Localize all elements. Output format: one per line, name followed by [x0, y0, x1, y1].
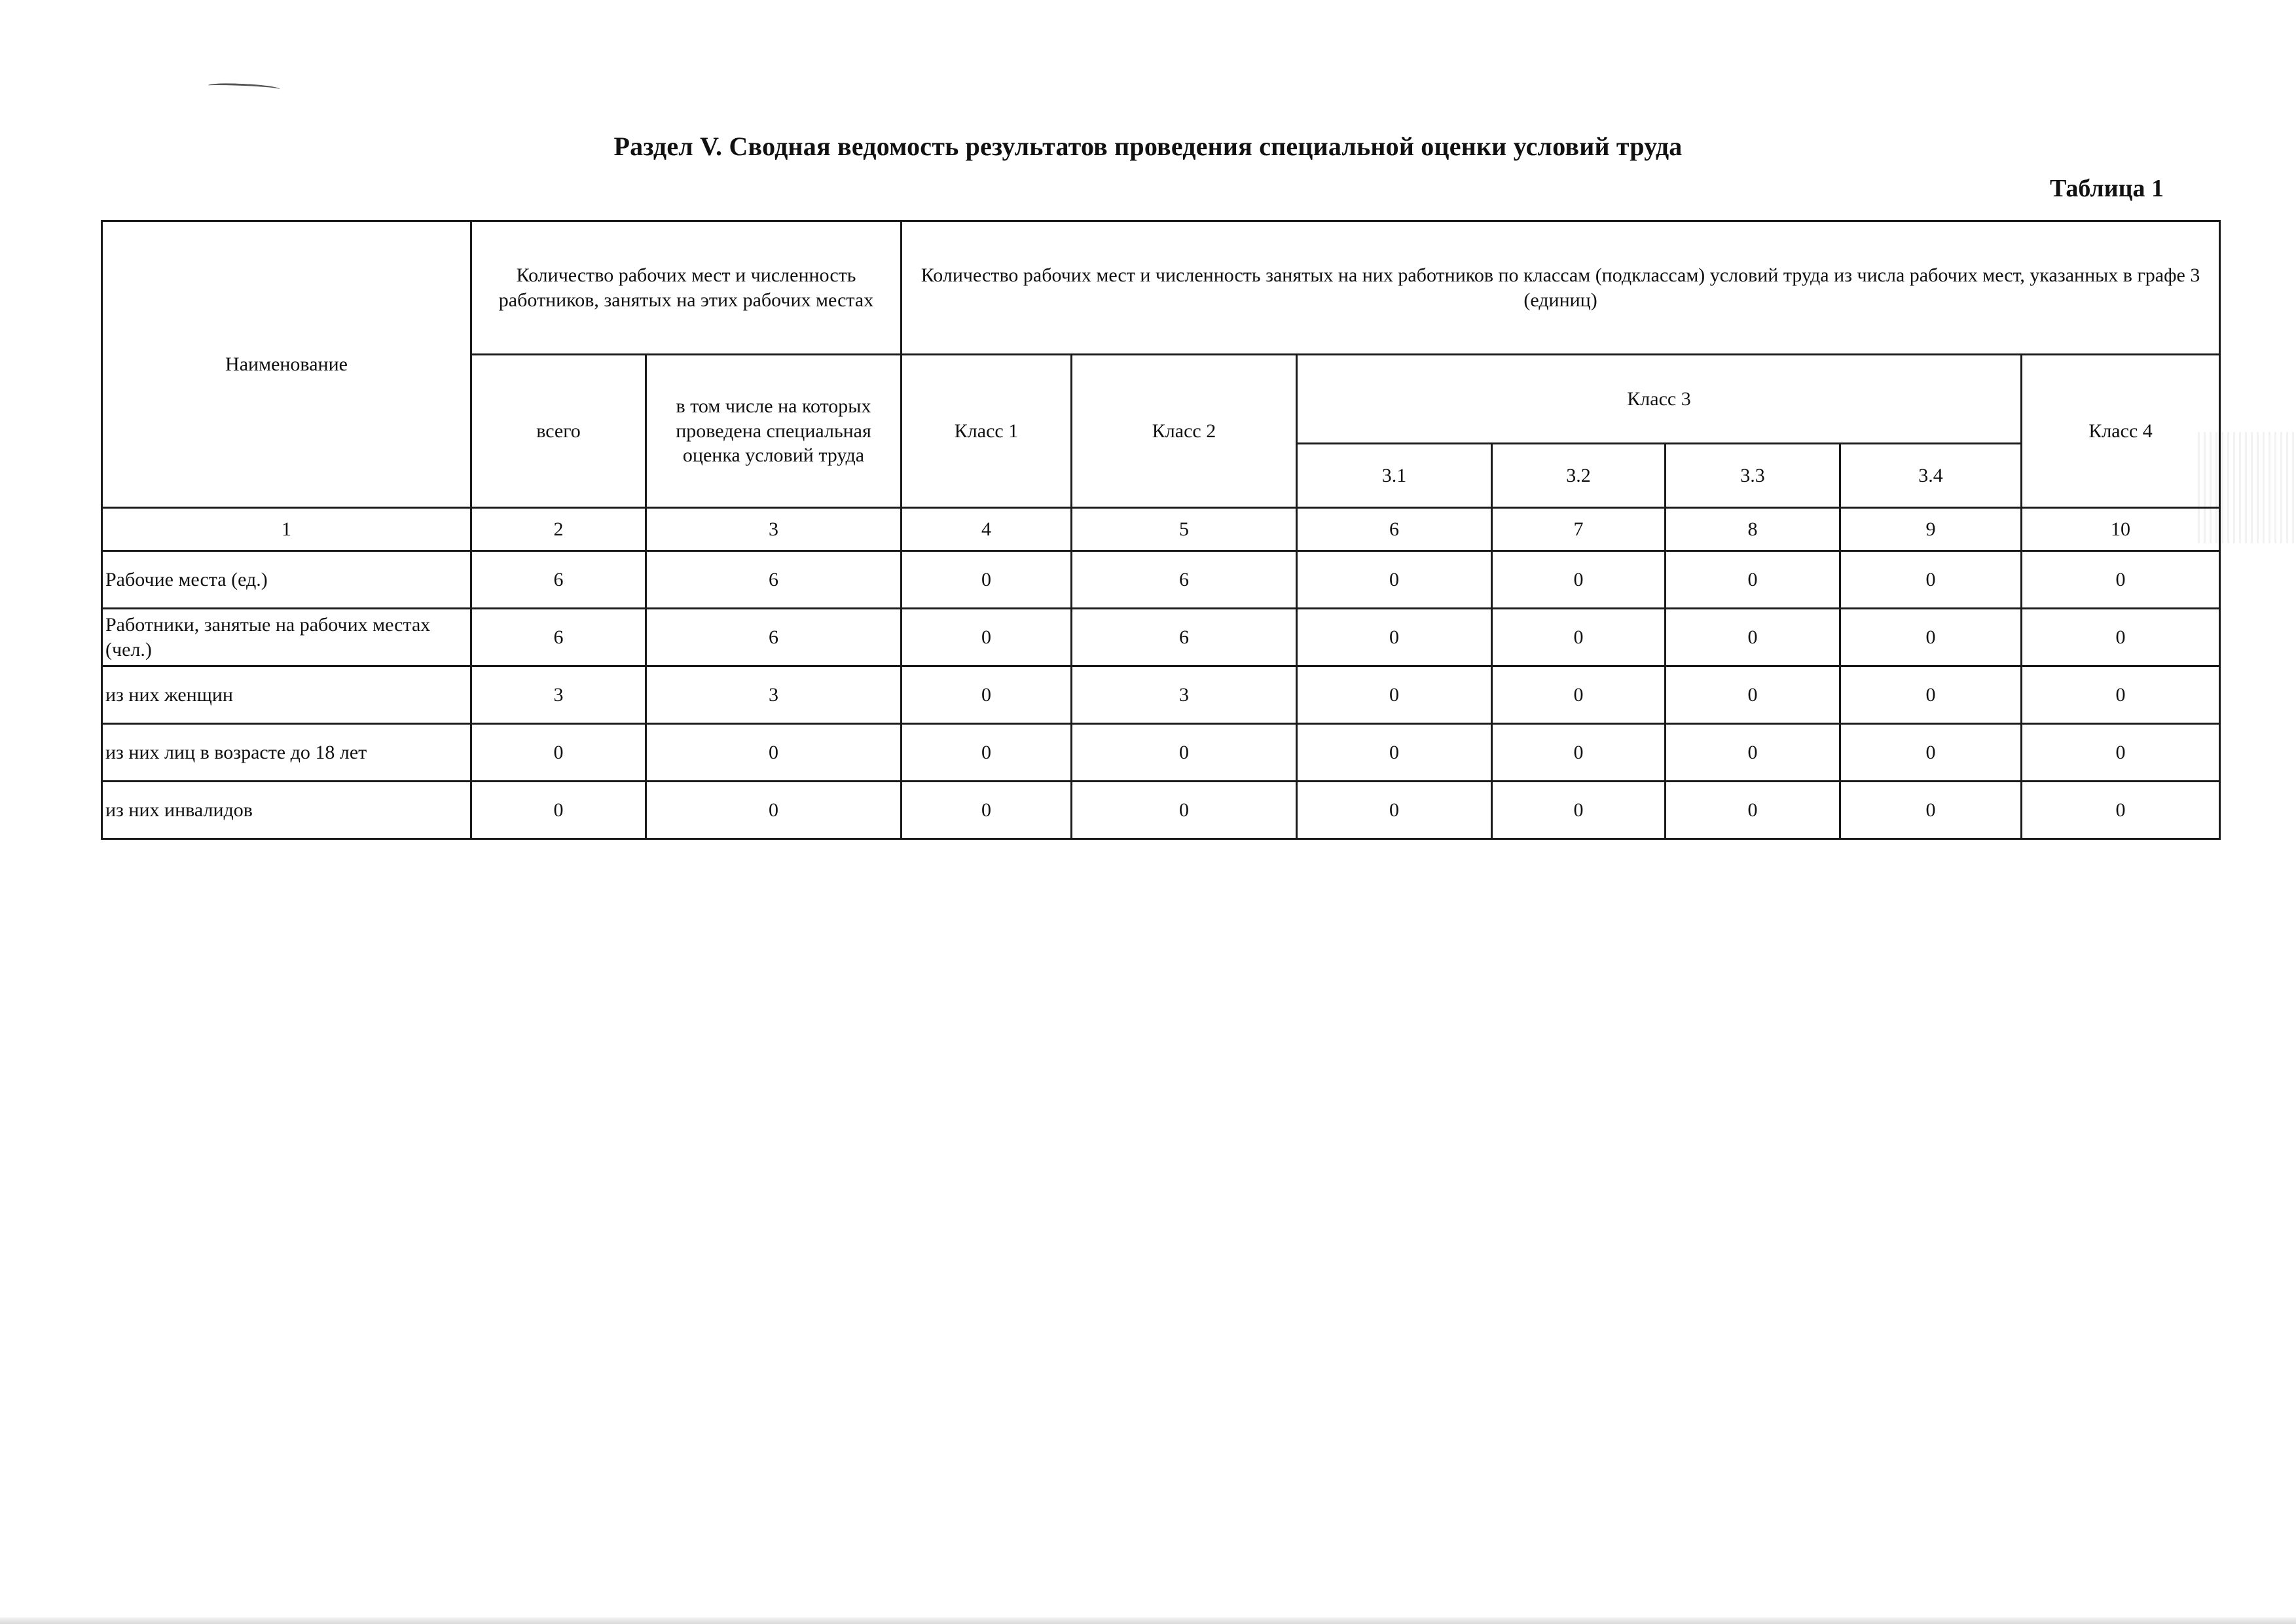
cell-value: 6	[471, 609, 646, 666]
column-number: 5	[1072, 508, 1297, 551]
cell-value: 0	[1666, 609, 1840, 666]
cell-value: 6	[646, 551, 902, 609]
class2-header: Класс 2	[1072, 355, 1297, 508]
cell-value: 3	[646, 666, 902, 724]
table-row	[102, 724, 2220, 782]
cell-value: 0	[1666, 551, 1840, 609]
column-number: 9	[1840, 508, 2022, 551]
cell-value: 0	[1840, 782, 2022, 839]
header-row-1	[102, 221, 2220, 355]
table-row	[102, 609, 2220, 666]
column-number: 7	[1492, 508, 1666, 551]
cell-value: 0	[1072, 724, 1297, 782]
column-number: 10	[2022, 508, 2220, 551]
table-row	[102, 782, 2220, 839]
cell-value: 0	[1840, 666, 2022, 724]
page-title: Раздел V. Сводная ведомость результатов проведения специальной оценки условий труда	[613, 132, 1683, 161]
cell-value: 0	[1666, 724, 1840, 782]
cell-value: 0	[1297, 551, 1492, 609]
cell-value: 0	[902, 666, 1072, 724]
cell-value: 6	[1072, 609, 1297, 666]
assessed-header: в том числе на которых проведена специальная оценка условий труда	[646, 355, 902, 508]
summary-table	[101, 220, 2221, 840]
cell-value: 0	[1840, 724, 2022, 782]
cell-value: 0	[2022, 782, 2220, 839]
subclass-3-2-header: 3.2	[1492, 444, 1666, 508]
table-row	[102, 666, 2220, 724]
cell-value: 0	[1492, 724, 1666, 782]
cell-value: 0	[1297, 666, 1492, 724]
cell-value: 0	[1840, 551, 2022, 609]
cell-value: 0	[471, 782, 646, 839]
row-name: из них инвалидов	[102, 782, 471, 839]
column-number: 6	[1297, 508, 1492, 551]
column-numbers-row	[102, 508, 2220, 551]
column-number: 1	[102, 508, 471, 551]
scan-mark	[208, 82, 280, 92]
row-name: Работники, занятые на рабочих местах (чел.)	[102, 609, 471, 666]
cell-value: 0	[1072, 782, 1297, 839]
cell-value: 0	[1666, 666, 1840, 724]
workplaces-group-header: Количество рабочих мест и численность работников, занятых на этих рабочих местах	[471, 221, 902, 355]
row-name: из них лиц в возрасте до 18 лет	[102, 724, 471, 782]
cell-value: 0	[2022, 724, 2220, 782]
class4-header: Класс 4	[2022, 355, 2220, 508]
cell-value: 0	[902, 609, 1072, 666]
scan-edge-shadow	[2198, 432, 2296, 543]
cell-value: 0	[1297, 609, 1492, 666]
classes-group-header: Количество рабочих мест и численность занятых на них работников по классам (подклассам) условий труда из числа рабочих мест, указанных в графе 3 (единиц)	[902, 221, 2220, 355]
row-name: из них женщин	[102, 666, 471, 724]
cell-value: 3	[471, 666, 646, 724]
column-number: 8	[1666, 508, 1840, 551]
row-name: Рабочие места (ед.)	[102, 551, 471, 609]
cell-value: 6	[471, 551, 646, 609]
subclass-3-3-header: 3.3	[1666, 444, 1840, 508]
total-header: всего	[471, 355, 646, 508]
cell-value: 0	[471, 724, 646, 782]
class1-header: Класс 1	[902, 355, 1072, 508]
cell-value: 0	[646, 724, 902, 782]
subclass-3-4-header: 3.4	[1840, 444, 2022, 508]
cell-value: 3	[1072, 666, 1297, 724]
column-number: 2	[471, 508, 646, 551]
column-number: 3	[646, 508, 902, 551]
table-caption: Таблица 1	[2049, 175, 2164, 202]
cell-value: 0	[1297, 724, 1492, 782]
table-row	[102, 551, 2220, 609]
cell-value: 0	[646, 782, 902, 839]
cell-value: 0	[2022, 551, 2220, 609]
cell-value: 0	[2022, 666, 2220, 724]
cell-value: 0	[902, 782, 1072, 839]
cell-value: 0	[902, 551, 1072, 609]
cell-value: 0	[1492, 551, 1666, 609]
cell-value: 6	[646, 609, 902, 666]
cell-value: 0	[902, 724, 1072, 782]
cell-value: 0	[1492, 666, 1666, 724]
cell-value: 0	[1840, 609, 2022, 666]
column-number: 4	[902, 508, 1072, 551]
cell-value: 6	[1072, 551, 1297, 609]
scan-bottom-edge	[0, 1617, 2296, 1624]
cell-value: 0	[1492, 782, 1666, 839]
cell-value: 0	[1666, 782, 1840, 839]
name-column-header: Наименование	[102, 221, 471, 508]
class3-header: Класс 3	[1297, 355, 2022, 444]
cell-value: 0	[1297, 782, 1492, 839]
cell-value: 0	[1492, 609, 1666, 666]
subclass-3-1-header: 3.1	[1297, 444, 1492, 508]
cell-value: 0	[2022, 609, 2220, 666]
